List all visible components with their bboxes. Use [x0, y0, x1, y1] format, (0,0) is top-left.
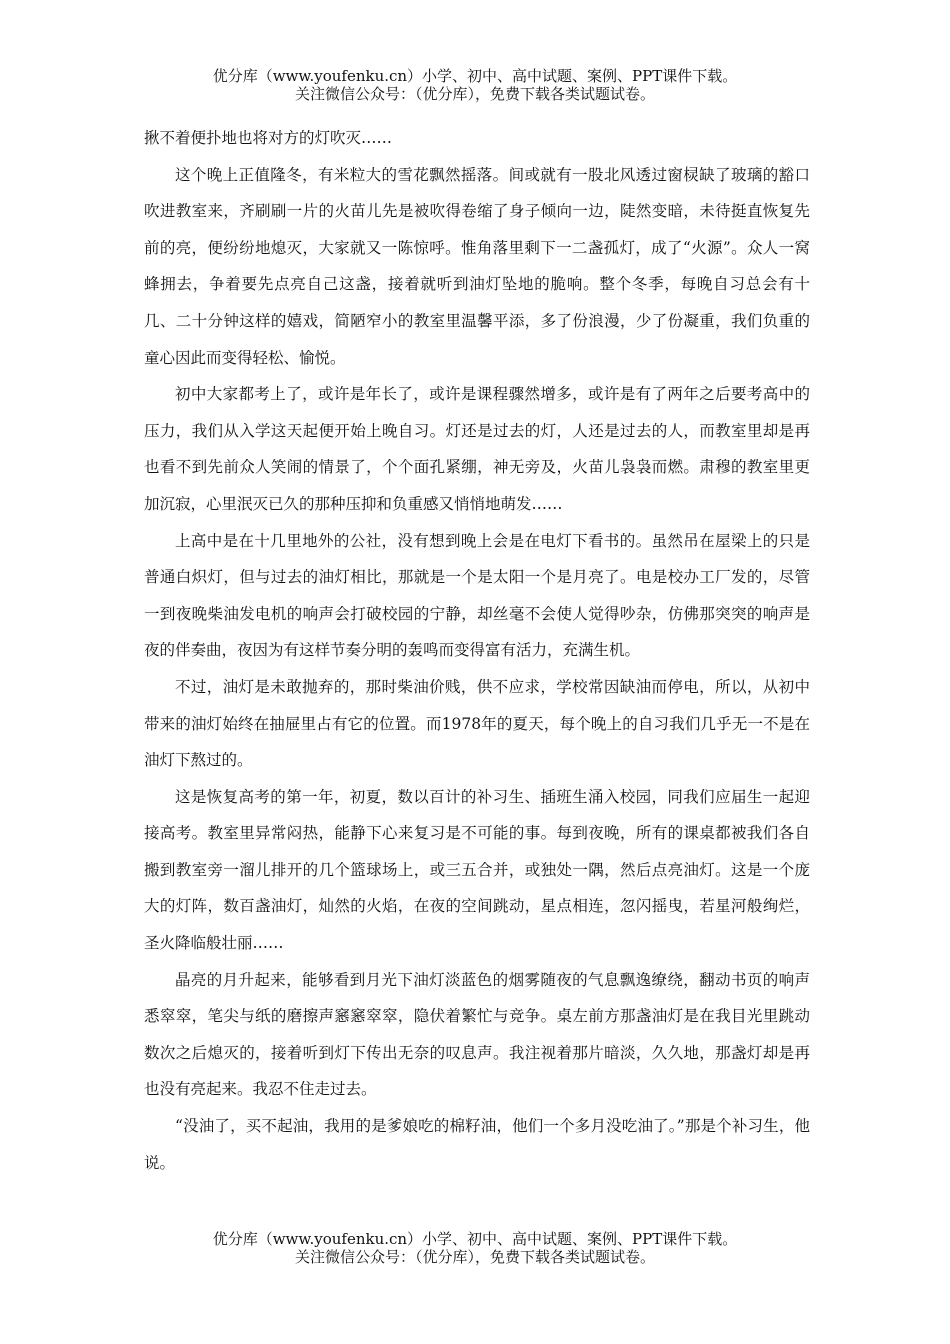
- paragraph-2: 这个晚上正值隆冬，有米粒大的雪花飘然摇落。间或就有一股北风透过窗棂缺了玻璃的豁口吹进教室来，齐刷刷一片的火苗儿先是被吹得卷缩了身子倾向一边，陡然变暗，未待挺直恢复先前的亮，便纷纷地熄灭，大家就又一陈惊呼。惟角落里剩下一二盏孤灯，成了“火源”。众人一窝蜂拥去，争着要先点亮自己这盏，接着就听到油灯坠地的脆响。整个冬季，每晚自习总会有十几、二十分钟这样的嬉戏，简陋窄小的教室里温馨平添，多了份浪漫，少了份凝重，我们负重的童心因此而变得轻松、愉悦。: [144, 165, 810, 367]
- paragraph-8: “没油了，买不起油，我用的是爹娘吃的棉籽油，他们一个多月没吃油了。”那是个补习生，他说。: [144, 1117, 810, 1172]
- header-line-1: 优分库（www.youfenku.cn）小学、初中、高中试题、案例、PPT课件下载。: [212, 67, 738, 85]
- paragraph-3: 初中大家都考上了，或许是年长了，或许是课程骤然增多，或许是有了两年之后要考高中的压力，我们从入学这天起便开始上晚自习。灯还是过去的灯，人还是过去的人，而教室里却是再也看不到先前众人笑闹的情景了，个个面孔紧绷，神无旁及，火苗儿袅袅而燃。肃穆的教室里更加沉寂，心里泯灭已久的那种压抑和负重感又悄悄地萌发……: [144, 385, 810, 513]
- paragraph-1: 揪不着便扑地也将对方的灯吹灭……: [144, 129, 393, 147]
- footer-line-1: 优分库（www.youfenku.cn）小学、初中、高中试题、案例、PPT课件下载。: [212, 1230, 738, 1248]
- page-header: [0, 67, 950, 103]
- paragraph-5: 不过，油灯是未敢抛弃的，那时柴油价贱，供不应求，学校常因缺油而停电，所以，从初中带来的油灯始终在抽屉里占有它的位置。而1978年的夏天，每个晚上的自习我们几乎无一不是在油灯下熬过的。: [144, 677, 810, 770]
- paragraph-7: 晶亮的月升起来，能够看到月光下油灯淡蓝色的烟雾随夜的气息飘逸缭绕，翻动书页的响声悉窣窣，笔尖与纸的磨擦声窸窸窣窣，隐伏着繁忙与竞争。桌左前方那盏油灯是在我目光里跳动数次之后熄灭的，接着听到灯下传出无奈的叹息声。我注视着那片暗淡，久久地，那盏灯却是再也没有亮起来。我忍不住走过去。: [144, 970, 810, 1099]
- header-line-2: 关注微信公众号：（优分库），免费下载各类试题试卷。: [294, 85, 655, 103]
- document-body: [144, 120, 810, 1181]
- paragraph-6: 这是恢复高考的第一年，初夏，数以百计的补习生、插班生涌入校园，同我们应届生一起迎接高考。教室里异常闷热，能静下心来复习是不可能的事。每到夜晚，所有的课桌都被我们各自搬到教室旁一溜儿排开的几个篮球场上，或三五合并，或独处一隅，然后点亮油灯。这是一个庞大的灯阵，数百盏油灯，灿然的火焰，在夜的空间跳动，星点相连，忽闪摇曳，若星河般绚烂，圣火降临般壮丽……: [144, 787, 810, 953]
- page-footer: [0, 1230, 950, 1266]
- paragraph-4: 上高中是在十几里地外的公社，没有想到晚上会是在电灯下看书的。虽然吊在屋梁上的只是普通白炽灯，但与过去的油灯相比，那就是一个是太阳一个是月亮了。电是校办工厂发的，尽管一到夜晚柴油发电机的响声会打破校园的宁静，却丝毫不会使人觉得吵杂，仿佛那突突的响声是夜的伴奏曲，夜因为有这样节奏分明的轰鸣而变得富有活力，充满生机。: [144, 531, 810, 660]
- footer-line-2: 关注微信公众号：（优分库），免费下载各类试题试卷。: [294, 1248, 655, 1266]
